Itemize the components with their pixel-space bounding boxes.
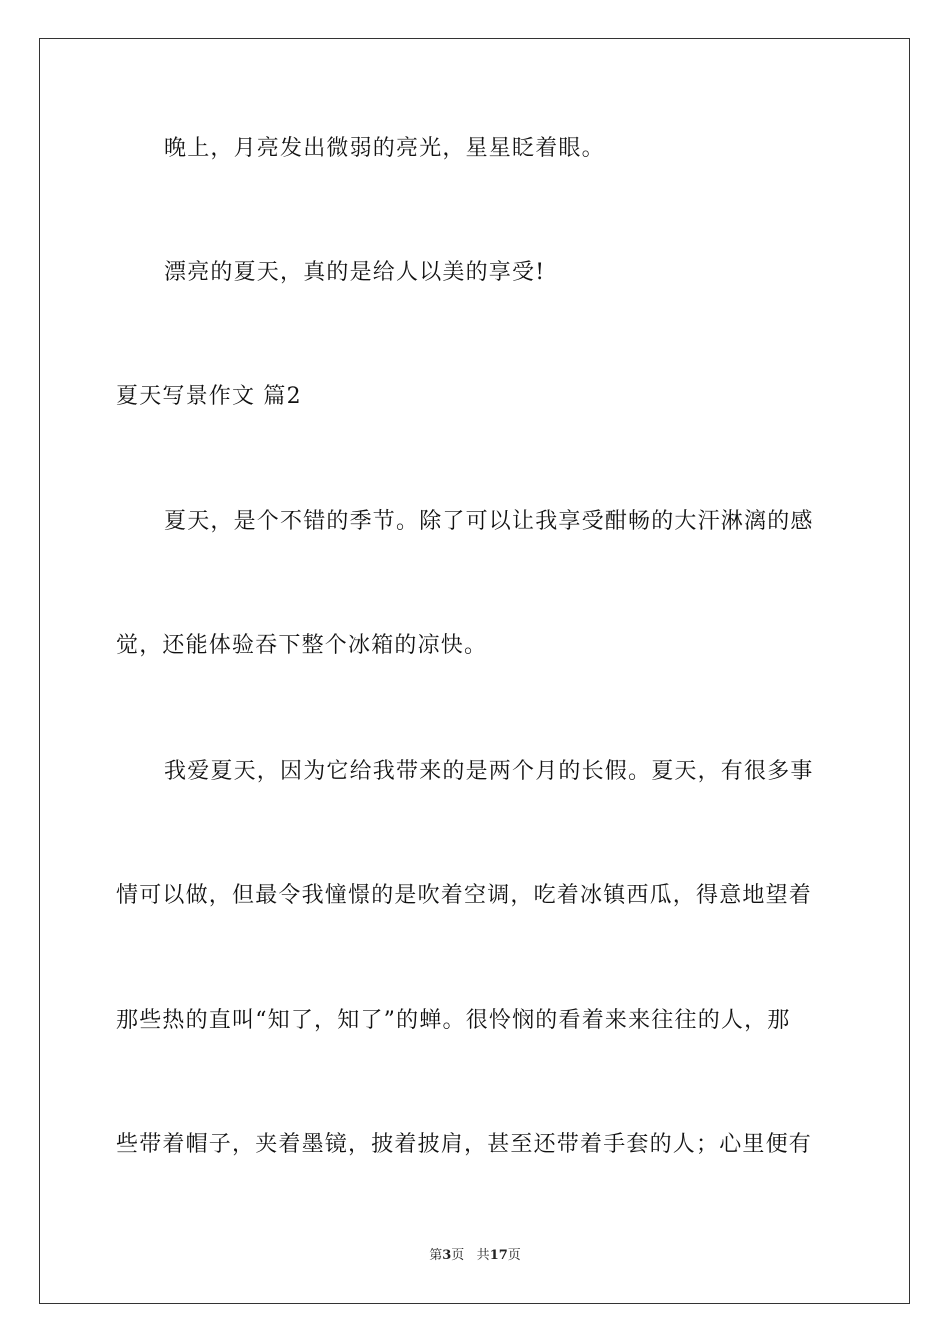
footer-page-number: 3 (442, 1248, 452, 1263)
section-heading: 夏天写景作文 篇2 (116, 384, 302, 409)
page-border (39, 38, 910, 1304)
body-paragraph-line: 夏天，是个不错的季节。除了可以让我享受酣畅的大汗淋漓的感 (164, 509, 814, 534)
body-paragraph-line: 些带着帽子，夹着墨镜，披着披肩，甚至还带着手套的人；心里便有 (116, 1132, 813, 1157)
footer-page-suffix: 页 (451, 1248, 465, 1263)
body-paragraph-line: 漂亮的夏天，真的是给人以美的享受! (164, 260, 546, 285)
body-paragraph-line: 我爱夏天，因为它给我带来的是两个月的长假。夏天，有很多事 (164, 759, 814, 784)
footer-total-suffix: 页 (507, 1248, 521, 1263)
body-paragraph-line: 那些热的直叫“知了，知了”的蝉。很怜悯的看着来来往往的人，那 (116, 1008, 791, 1033)
footer-total-pages: 17 (489, 1248, 508, 1263)
footer-page-prefix: 第 (429, 1248, 443, 1263)
body-paragraph-line: 情可以做，但最令我憧憬的是吹着空调，吃着冰镇西瓜，得意地望着 (116, 883, 813, 908)
body-paragraph-line: 觉，还能体验吞下整个冰箱的凉快。 (116, 633, 488, 658)
footer-total-prefix: 共 (476, 1248, 490, 1263)
body-paragraph-line: 晚上，月亮发出微弱的亮光，星星眨着眼。 (164, 136, 605, 161)
page-footer (0, 1247, 950, 1265)
